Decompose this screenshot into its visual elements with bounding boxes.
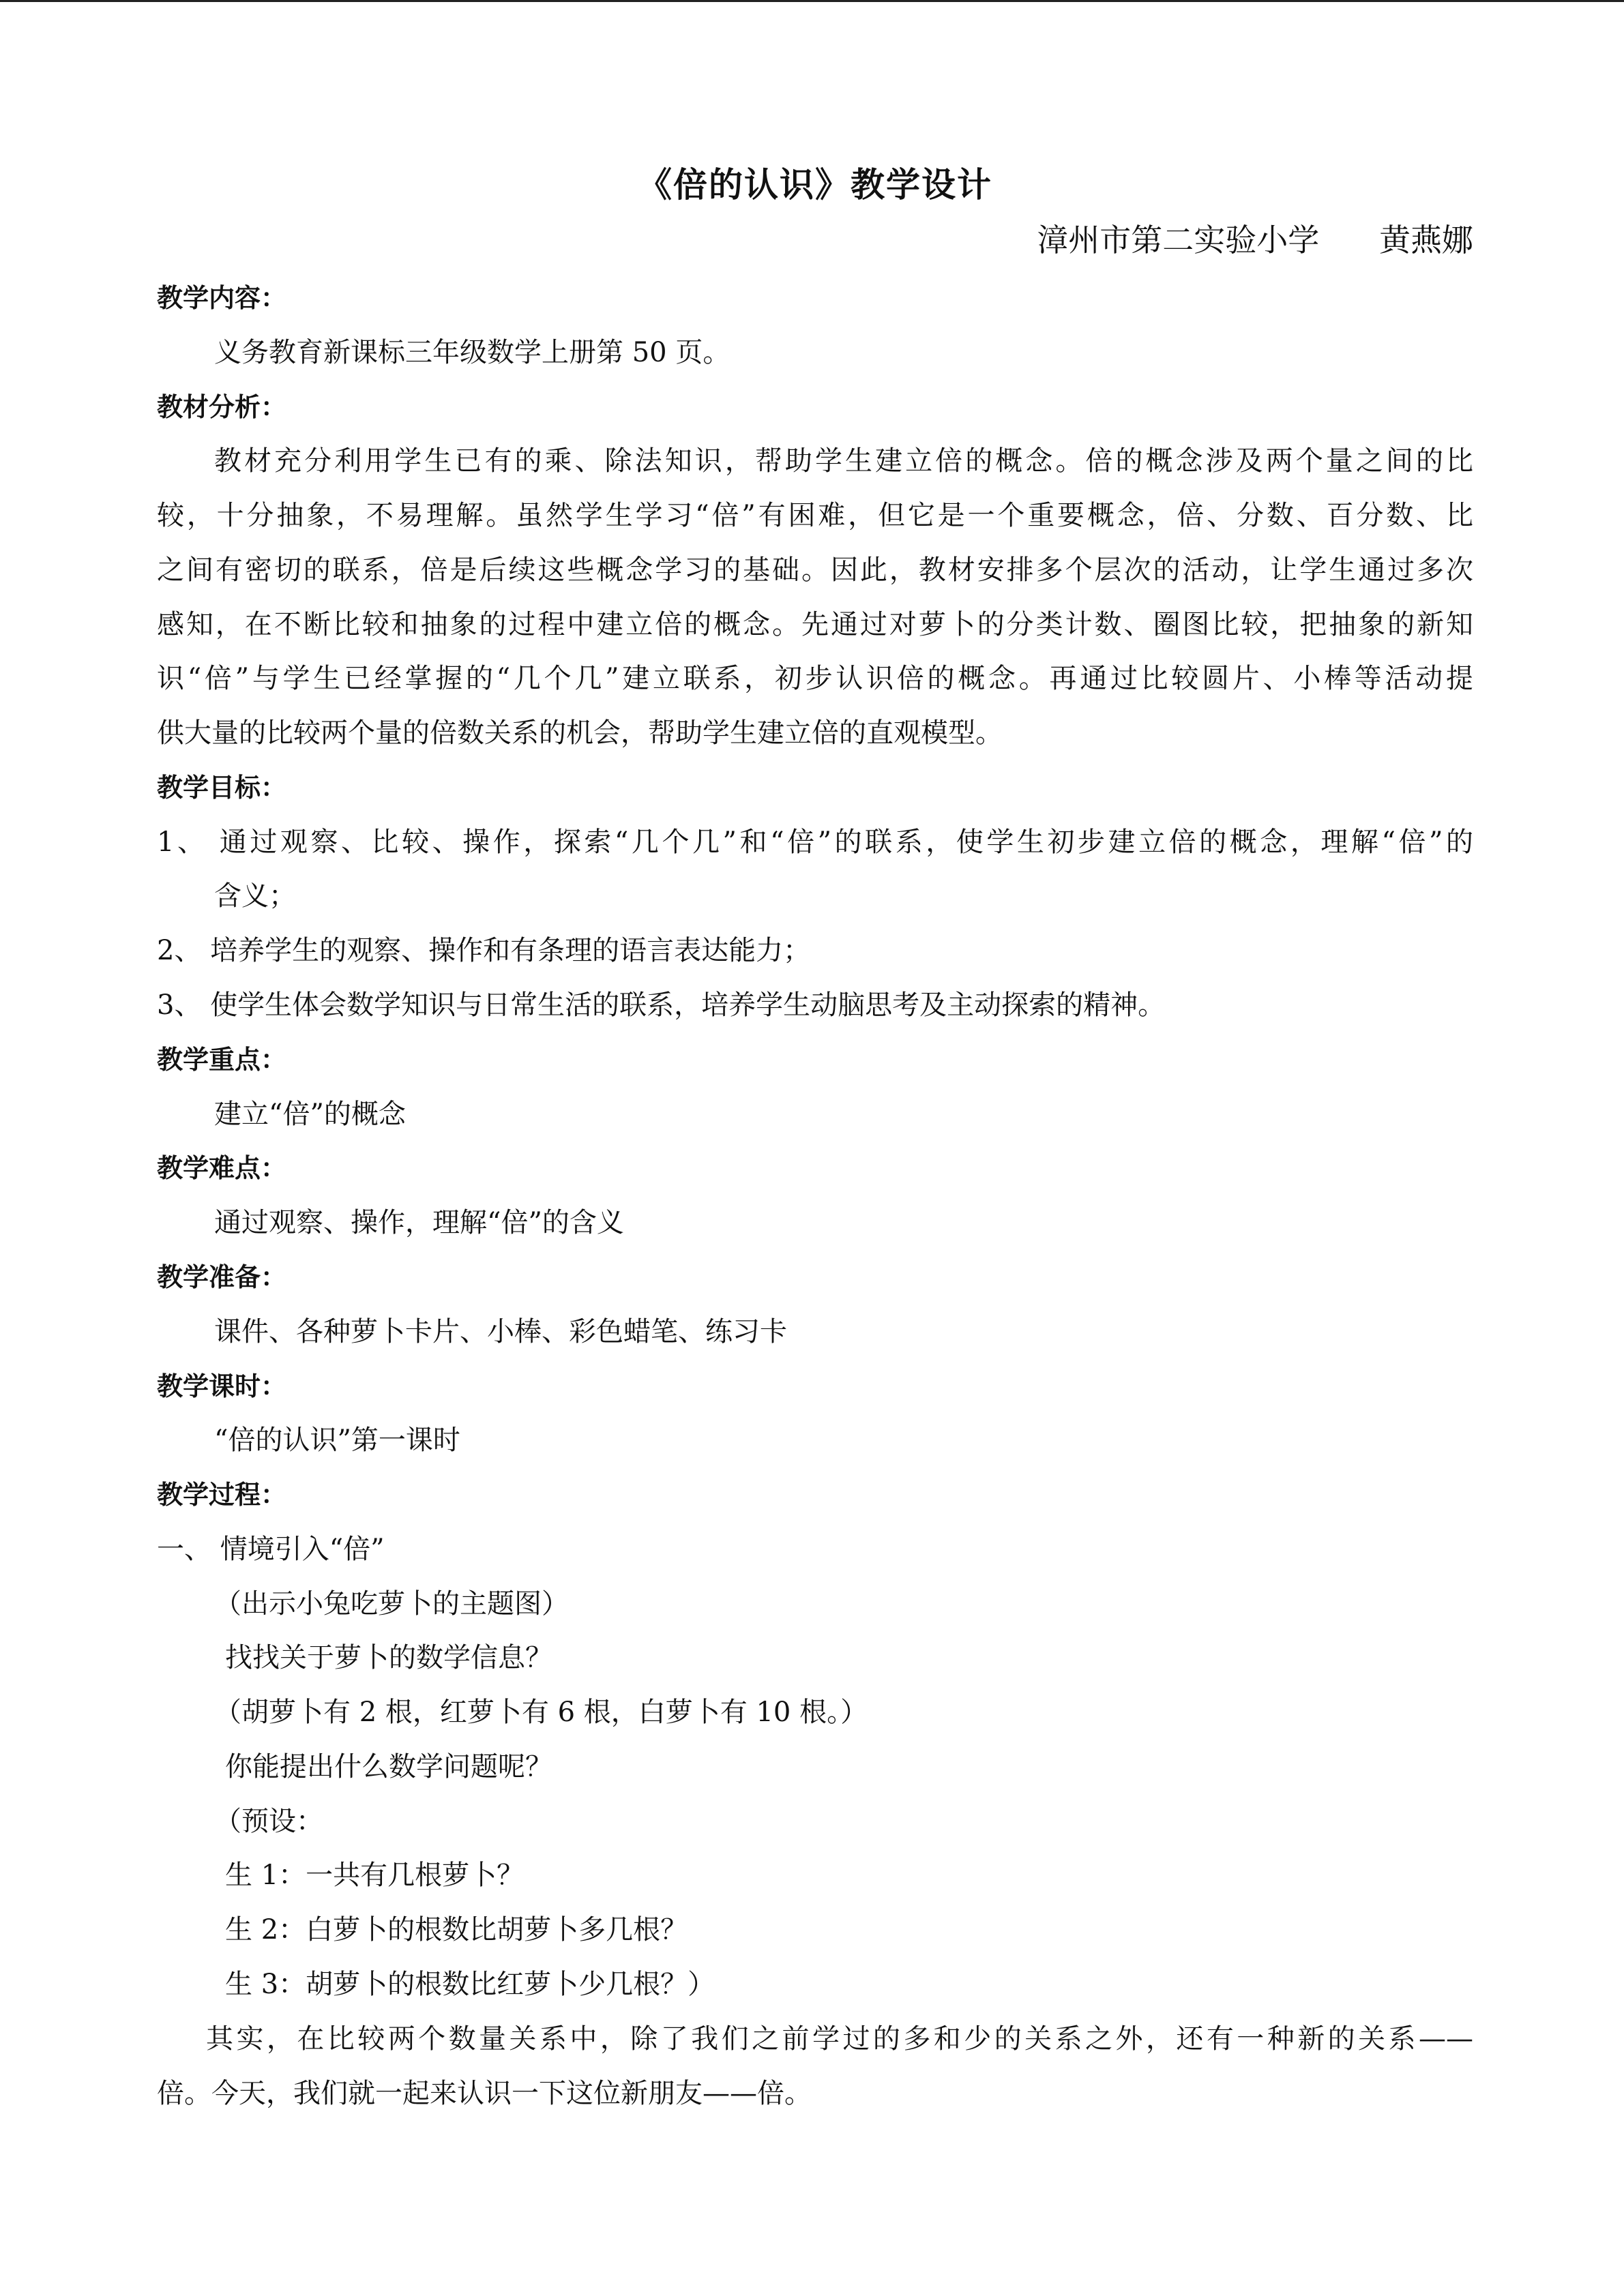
process-line: 生 1：一共有几根萝卜？ <box>225 1860 525 1891</box>
heading-process: 教学过程： <box>157 1480 287 1510</box>
document-title: 《倍的认识》教学设计 <box>638 165 992 205</box>
difficulty-text: 通过观察、操作，理解“倍”的含义 <box>214 1207 624 1238</box>
heading-objectives: 教学目标： <box>157 773 287 803</box>
keypoint-text: 建立“倍”的概念 <box>214 1099 406 1130</box>
analysis-line: 教材充分利用学生已有的乘、除法知识，帮助学生建立倍的概念。倍的概念涉及两个量之间的比 <box>214 445 1473 477</box>
analysis-line: 供大量的比较两个量的倍数关系的机会，帮助学生建立倍的直观模型。 <box>157 717 1003 749</box>
objective-item-3: 3、 使学生体会数学知识与日常生活的联系，培养学生动脑思考及主动探索的精神。 <box>157 989 1166 1021</box>
heading-preparation: 教学准备： <box>157 1262 287 1292</box>
preparation-text: 课件、各种萝卜卡片、小棒、彩色蜡笔、练习卡 <box>214 1316 787 1347</box>
process-closing-line: 倍。今天，我们就一起来认识一下这位新朋友——倍。 <box>157 2078 812 2109</box>
top-border <box>0 0 1624 2</box>
process-line: （预设： <box>214 1806 323 1837</box>
process-line: 你能提出什么数学问题呢？ <box>225 1751 552 1783</box>
objective-item-1: 1、 通过观察、比较、操作，探索“几个几”和“倍”的联系，使学生初步建立倍的概念，理解“倍”的 <box>157 826 1473 858</box>
heading-difficulty: 教学难点： <box>157 1153 287 1183</box>
analysis-line: 较，十分抽象，不易理解。虽然学生学习“倍”有困难，但它是一个重要概念，倍、分数、百分数、比 <box>157 500 1473 531</box>
content-text: 义务教育新课标三年级数学上册第 50 页。 <box>214 337 730 368</box>
process-closing-line: 其实，在比较两个数量关系中，除了我们之前学过的多和少的关系之外，还有一种新的关系—— <box>206 2023 1473 2055</box>
process-line: 生 3：胡萝卜的根数比红萝卜少几根？） <box>225 1969 715 2000</box>
analysis-line: 之间有密切的联系，倍是后续这些概念学习的基础。因此，教材安排多个层次的活动，让学生通过多次 <box>157 554 1473 586</box>
process-line: （出示小兔吃萝卜的主题图） <box>214 1588 569 1620</box>
objective-item-1-cont: 含义； <box>214 880 296 912</box>
author-line: 漳州市第二实验小学 黄燕娜 <box>1037 222 1473 258</box>
process-line: 找找关于萝卜的数学信息？ <box>225 1642 552 1673</box>
analysis-line: 感知，在不断比较和抽象的过程中建立倍的概念。先通过对萝卜的分类计数、圈图比较，把抽象的新知 <box>157 609 1473 640</box>
period-text: “倍的认识”第一课时 <box>214 1425 460 1456</box>
heading-keypoint: 教学重点： <box>157 1045 287 1075</box>
process-line: 生 2：白萝卜的根数比胡萝卜多几根？ <box>225 1914 688 1945</box>
heading-analysis: 教材分析： <box>157 392 287 422</box>
heading-period: 教学课时： <box>157 1371 287 1401</box>
process-line: （胡萝卜有 2 根，红萝卜有 6 根，白萝卜有 10 根。） <box>214 1697 868 1728</box>
objective-item-2: 2、 培养学生的观察、操作和有条理的语言表达能力； <box>157 935 811 966</box>
analysis-line: 识“倍”与学生已经掌握的“几个几”建立联系，初步认识倍的概念。再通过比较圆片、小棒等活动提 <box>157 663 1473 694</box>
process-step-1: 一、 情境引入“倍” <box>157 1534 385 1565</box>
heading-content: 教学内容： <box>157 283 287 313</box>
